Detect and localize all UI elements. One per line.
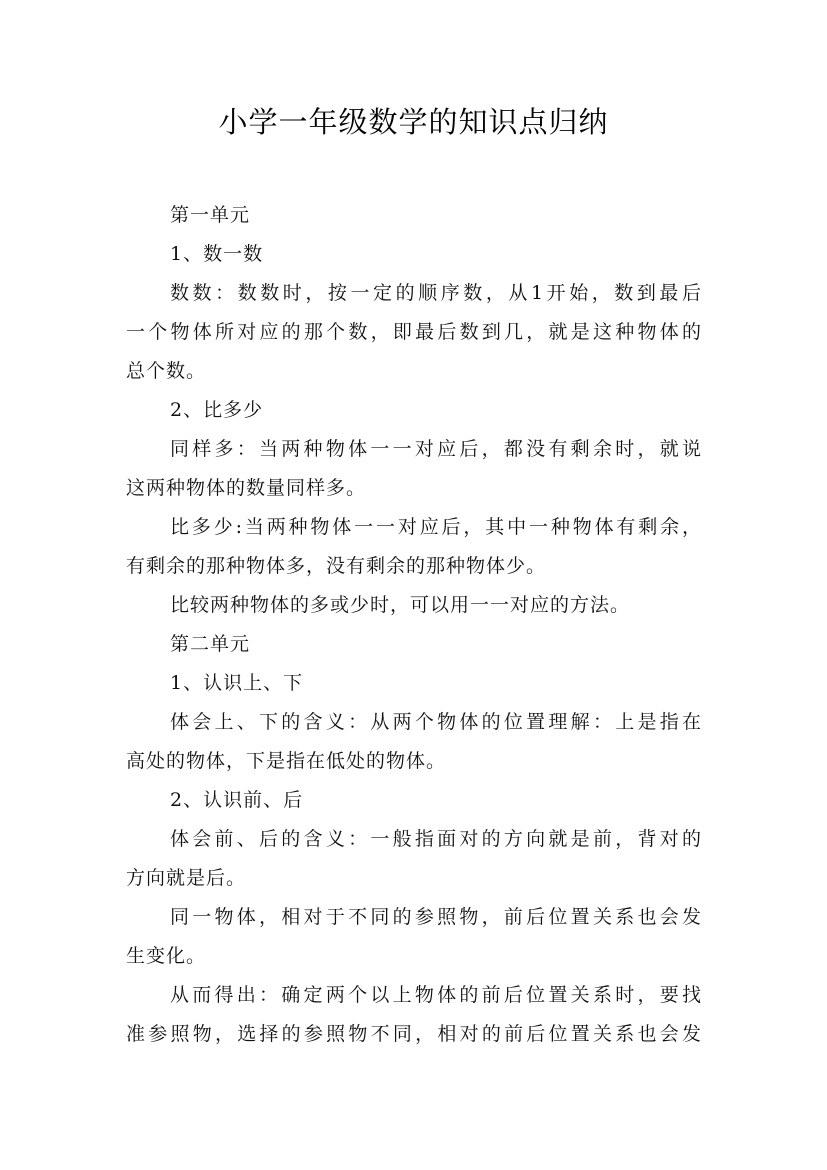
text-line: 1、认识上、下 [170, 672, 304, 694]
text-line: 方向就是后。 [126, 867, 247, 889]
document-title: 小学一年级数学的知识点归纳 [218, 105, 609, 139]
text-line: 比较两种物体的多或少时，可以用一一对应的方法。 [170, 594, 631, 616]
text-line: 体会前、后的含义：一般指面对的方向就是前，背对的 [170, 828, 702, 850]
text-line: 数数：数数时，按一定的顺序数，从1开始，数到最后 [170, 282, 702, 304]
text-line: 总个数。 [126, 360, 207, 382]
text-line: 一个物体所对应的那个数，即最后数到几，就是这种物体的 [126, 321, 702, 343]
text-line: 准参照物，选择的参照物不同，相对的前后位置关系也会发 [126, 1023, 702, 1045]
text-line: 第一单元 [170, 204, 251, 226]
text-line: 这两种物体的数量同样多。 [126, 477, 367, 499]
text-line: 2、比多少 [170, 399, 264, 421]
text-line: 1、数一数 [170, 243, 264, 265]
text-line: 从而得出：确定两个以上物体的前后位置关系时，要找 [170, 984, 702, 1006]
text-line: 比多少:当两种物体一一对应后，其中一种物体有剩余， [170, 516, 702, 538]
text-line: 同一物体，相对于不同的参照物，前后位置关系也会发 [170, 906, 702, 928]
text-line: 第二单元 [170, 633, 251, 655]
text-line: 同样多：当两种物体一一对应后，都没有剩余时，就说 [170, 438, 702, 460]
text-line: 有剩余的那种物体多，没有剩余的那种物体少。 [126, 555, 547, 577]
text-line: 2、认识前、后 [170, 789, 304, 811]
text-line: 高处的物体，下是指在低处的物体。 [126, 750, 447, 772]
text-line: 生变化。 [126, 945, 207, 967]
document-body [126, 196, 702, 1054]
text-line: 体会上、下的含义：从两个物体的位置理解：上是指在 [170, 711, 702, 733]
